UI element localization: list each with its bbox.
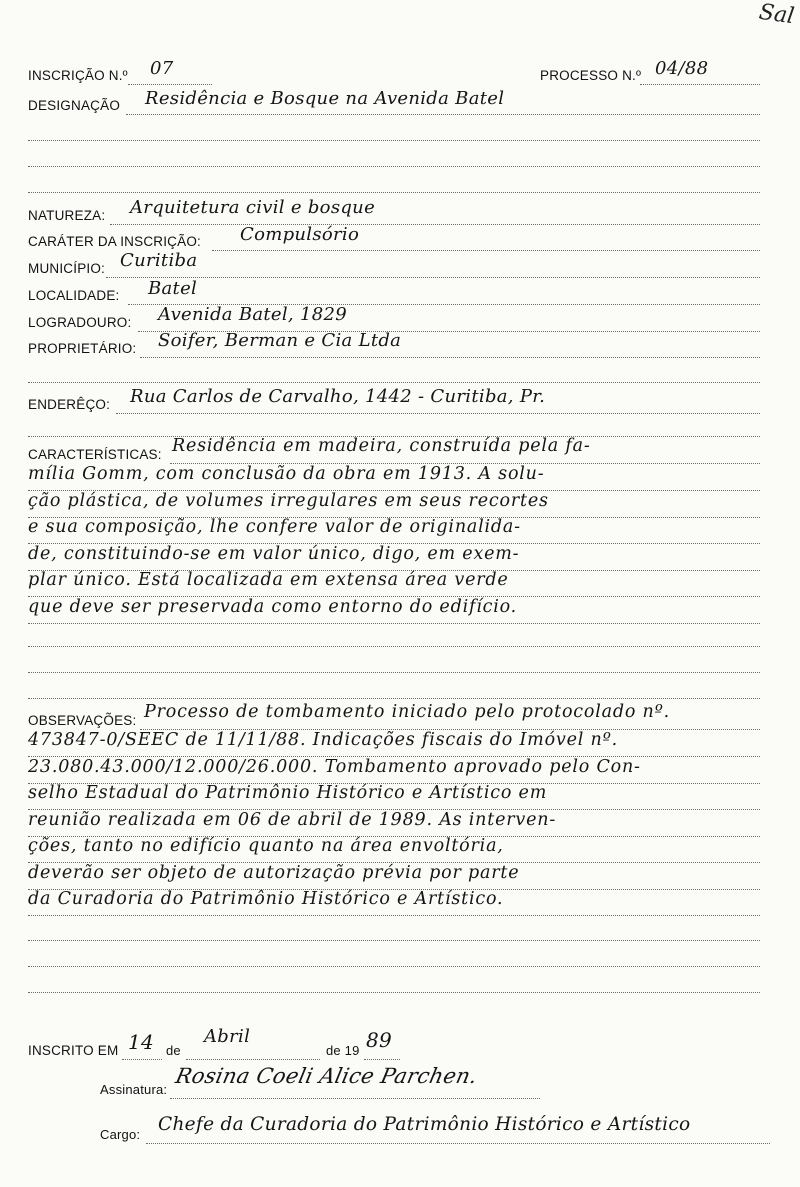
observacoes-text: deverão ser objeto de autorização prévia por parte: [28, 862, 520, 883]
carater-label: CARÁTER DA INSCRIÇÃO:: [28, 234, 201, 249]
blank-line: [28, 698, 760, 699]
corner-initials: Sal: [757, 0, 796, 30]
processo-line: [640, 84, 760, 85]
localidade-value: Batel: [148, 278, 198, 299]
logradouro-label: LOGRADOURO:: [28, 315, 132, 330]
cargo-value: Chefe da Curadoria do Patrimônio Histórico e Artístico: [158, 1114, 691, 1135]
dia-line: [122, 1059, 162, 1060]
processo-value: 04/88: [655, 58, 709, 79]
observacoes-label: OBSERVAÇÕES:: [28, 713, 137, 728]
caracteristicas-text: mília Gomm, com conclusão da obra em 1913. A solu-: [28, 464, 545, 484]
caracteristicas-text: que deve ser preservada como entorno do edifício.: [28, 596, 518, 617]
logradouro-value: Avenida Batel, 1829: [158, 304, 347, 325]
designacao-label: DESIGNAÇÃO: [28, 98, 121, 113]
inscricao-value: 07: [150, 58, 174, 79]
caracteristicas-text: Residência em madeira, construída pela fa-: [172, 436, 591, 456]
assinatura-signature: Rosina Coeli Alice Parchen.: [173, 1064, 480, 1088]
inscrito-ano: 89: [366, 1028, 393, 1052]
carater-line: [212, 250, 760, 251]
caracteristicas-label: CARACTERÍSTICAS:: [28, 447, 162, 462]
inscricao-label: INSCRIÇÃO N.º: [28, 68, 128, 83]
inscrito-label: INSCRITO EM: [28, 1043, 119, 1058]
inscricao-line: [128, 84, 212, 85]
blank-line: [28, 382, 760, 383]
caracteristicas-text: plar único. Está localizada em extensa área verde: [28, 570, 509, 590]
blank-line: [28, 940, 760, 941]
blank-line: [28, 646, 760, 647]
endereco-line: [116, 413, 760, 414]
caracteristicas-text: ção plástica, de volumes irregulares em seus recortes: [28, 490, 549, 511]
caracteristicas-text: de, constituindo-se em valor único, digo, em exem-: [28, 543, 520, 564]
blank-line: [28, 966, 760, 967]
observacoes-text: reunião realizada em 06 de abril de 1989. As interven-: [28, 809, 557, 830]
caracteristicas-line: [28, 623, 760, 624]
cargo-label: Cargo:: [100, 1127, 141, 1142]
blank-line: [28, 192, 760, 193]
observacoes-text: 23.080.43.000/12.000/26.000. Tombamento aprovado pelo Con-: [28, 756, 641, 777]
observacoes-text: selho Estadual do Patrimônio Histórico e Artístico em: [28, 783, 548, 803]
observacoes-text: ções, tanto no edifício quanto na área envoltória,: [28, 836, 504, 856]
localidade-label: LOCALIDADE:: [28, 288, 120, 303]
proprietario-label: PROPRIETÁRIO:: [28, 341, 137, 356]
municipio-line: [106, 277, 760, 278]
assinatura-line: [170, 1098, 540, 1099]
inscrito-de1: de: [166, 1043, 181, 1058]
observacoes-text: 473847-0/SEEC de 11/11/88. Indicações fiscais do Imóvel nº.: [28, 730, 618, 750]
mes-line: [186, 1059, 320, 1060]
observacoes-text: da Curadoria do Patrimônio Histórico e Artístico.: [28, 889, 504, 909]
natureza-label: NATUREZA:: [28, 208, 106, 223]
blank-line: [28, 166, 760, 167]
inscrito-dia: 14: [128, 1030, 155, 1054]
assinatura-label: Assinatura:: [100, 1082, 168, 1097]
cargo-line: [146, 1143, 770, 1144]
observacoes-text: Processo de tombamento iniciado pelo protocolado nº.: [144, 702, 671, 722]
inscrito-de2: de 19: [326, 1043, 360, 1058]
observacoes-line: [28, 915, 760, 916]
caracteristicas-text: e sua composição, lhe confere valor de originalida-: [28, 517, 521, 537]
natureza-value: Arquitetura civil e bosque: [130, 197, 376, 218]
proprietario-line: [140, 357, 760, 358]
designacao-line: [126, 114, 760, 115]
ano-line: [364, 1059, 400, 1060]
inscrito-mes: Abril: [204, 1026, 251, 1047]
endereco-label: ENDERÊÇO:: [28, 397, 111, 412]
proprietario-value: Soifer, Berman e Cia Ltda: [158, 330, 402, 351]
processo-label: PROCESSO N.º: [540, 68, 642, 83]
endereco-value: Rua Carlos de Carvalho, 1442 - Curitiba, Pr.: [130, 386, 546, 407]
natureza-line: [110, 224, 760, 225]
blank-line: [28, 992, 760, 993]
blank-line: [28, 140, 760, 141]
carater-value: Compulsório: [240, 224, 360, 245]
municipio-value: Curitiba: [120, 250, 198, 271]
municipio-label: MUNICÍPIO:: [28, 261, 106, 276]
designacao-value: Residência e Bosque na Avenida Batel: [145, 88, 505, 109]
blank-line: [28, 672, 760, 673]
